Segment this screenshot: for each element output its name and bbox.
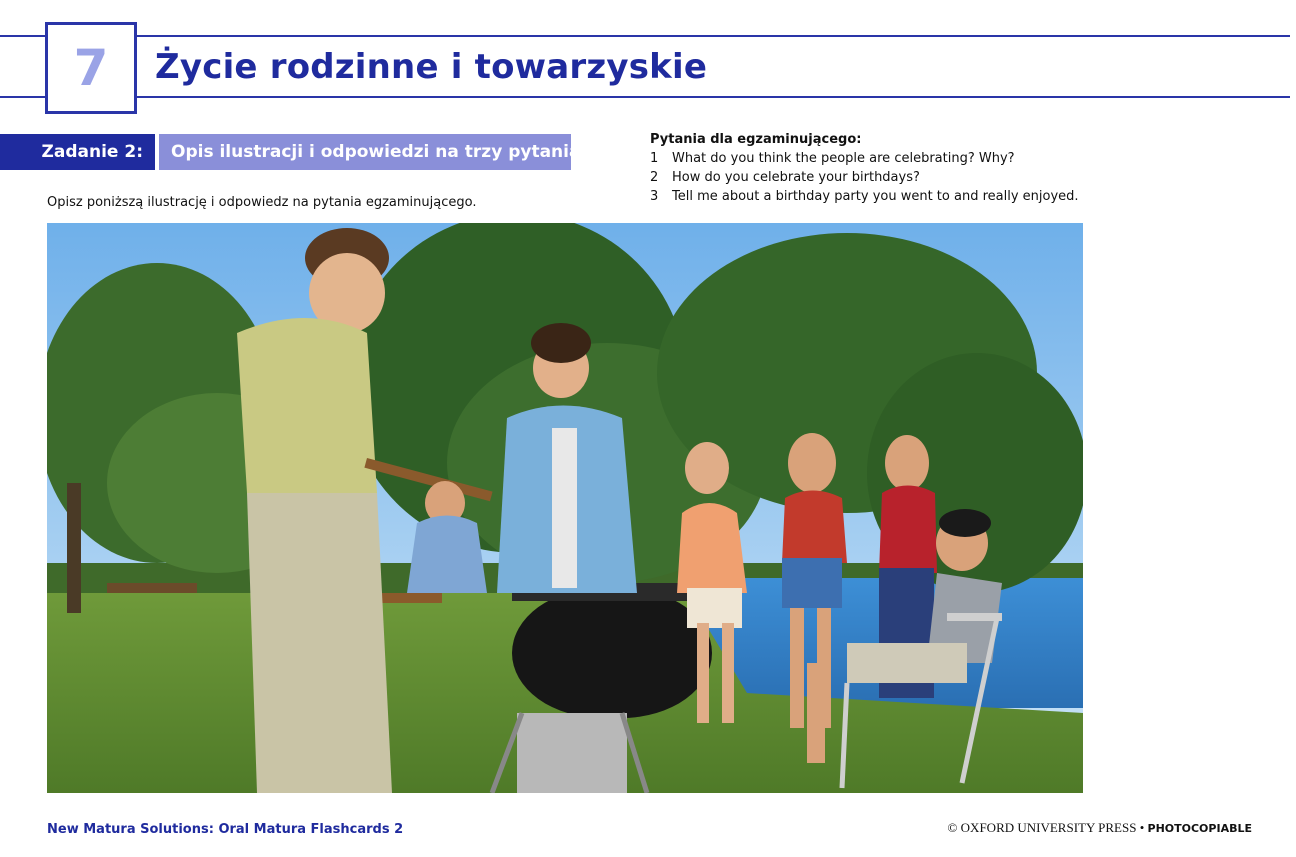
chapter-title: Życie rodzinne i towarzyskie bbox=[155, 47, 708, 87]
photocopiable-label: PHOTOCOPIABLE bbox=[1147, 822, 1252, 835]
copyright-text: © OXFORD UNIVERSITY PRESS bbox=[947, 820, 1137, 835]
question-text: How do you celebrate your birthdays? bbox=[672, 170, 920, 185]
chapter-number: 7 bbox=[73, 39, 109, 97]
examiner-questions bbox=[650, 130, 1079, 206]
task-instruction: Opisz poniższą ilustrację i odpowiedz na pytania egzaminującego. bbox=[47, 195, 477, 210]
question-number: 3 bbox=[650, 189, 659, 204]
header-bottom-rule-right bbox=[137, 96, 1290, 98]
question-number: 1 bbox=[650, 151, 659, 166]
question-number: 2 bbox=[650, 170, 659, 185]
header-top-rule-right bbox=[137, 35, 1290, 37]
footer-separator: • bbox=[1136, 820, 1148, 835]
question-item bbox=[650, 168, 1079, 187]
barbecue-photo bbox=[47, 223, 1083, 793]
task-title: Opis ilustracji i odpowiedzi na trzy pytania bbox=[159, 134, 571, 170]
barbecue-photo-illustration bbox=[47, 223, 1083, 793]
question-item bbox=[650, 149, 1079, 168]
questions-heading: Pytania dla egzaminującego: bbox=[650, 132, 862, 147]
header-top-rule bbox=[0, 35, 45, 37]
footer-copyright bbox=[948, 820, 1252, 836]
task-label: Zadanie 2: bbox=[0, 134, 155, 170]
question-item bbox=[650, 187, 1079, 206]
question-text: What do you think the people are celebrating? Why? bbox=[672, 151, 1015, 166]
question-text: Tell me about a birthday party you went to and really enjoyed. bbox=[672, 189, 1079, 204]
chapter-number-box bbox=[45, 22, 137, 114]
header-bottom-rule bbox=[0, 96, 45, 98]
footer-series-title: New Matura Solutions: Oral Matura Flashcards 2 bbox=[47, 822, 404, 837]
